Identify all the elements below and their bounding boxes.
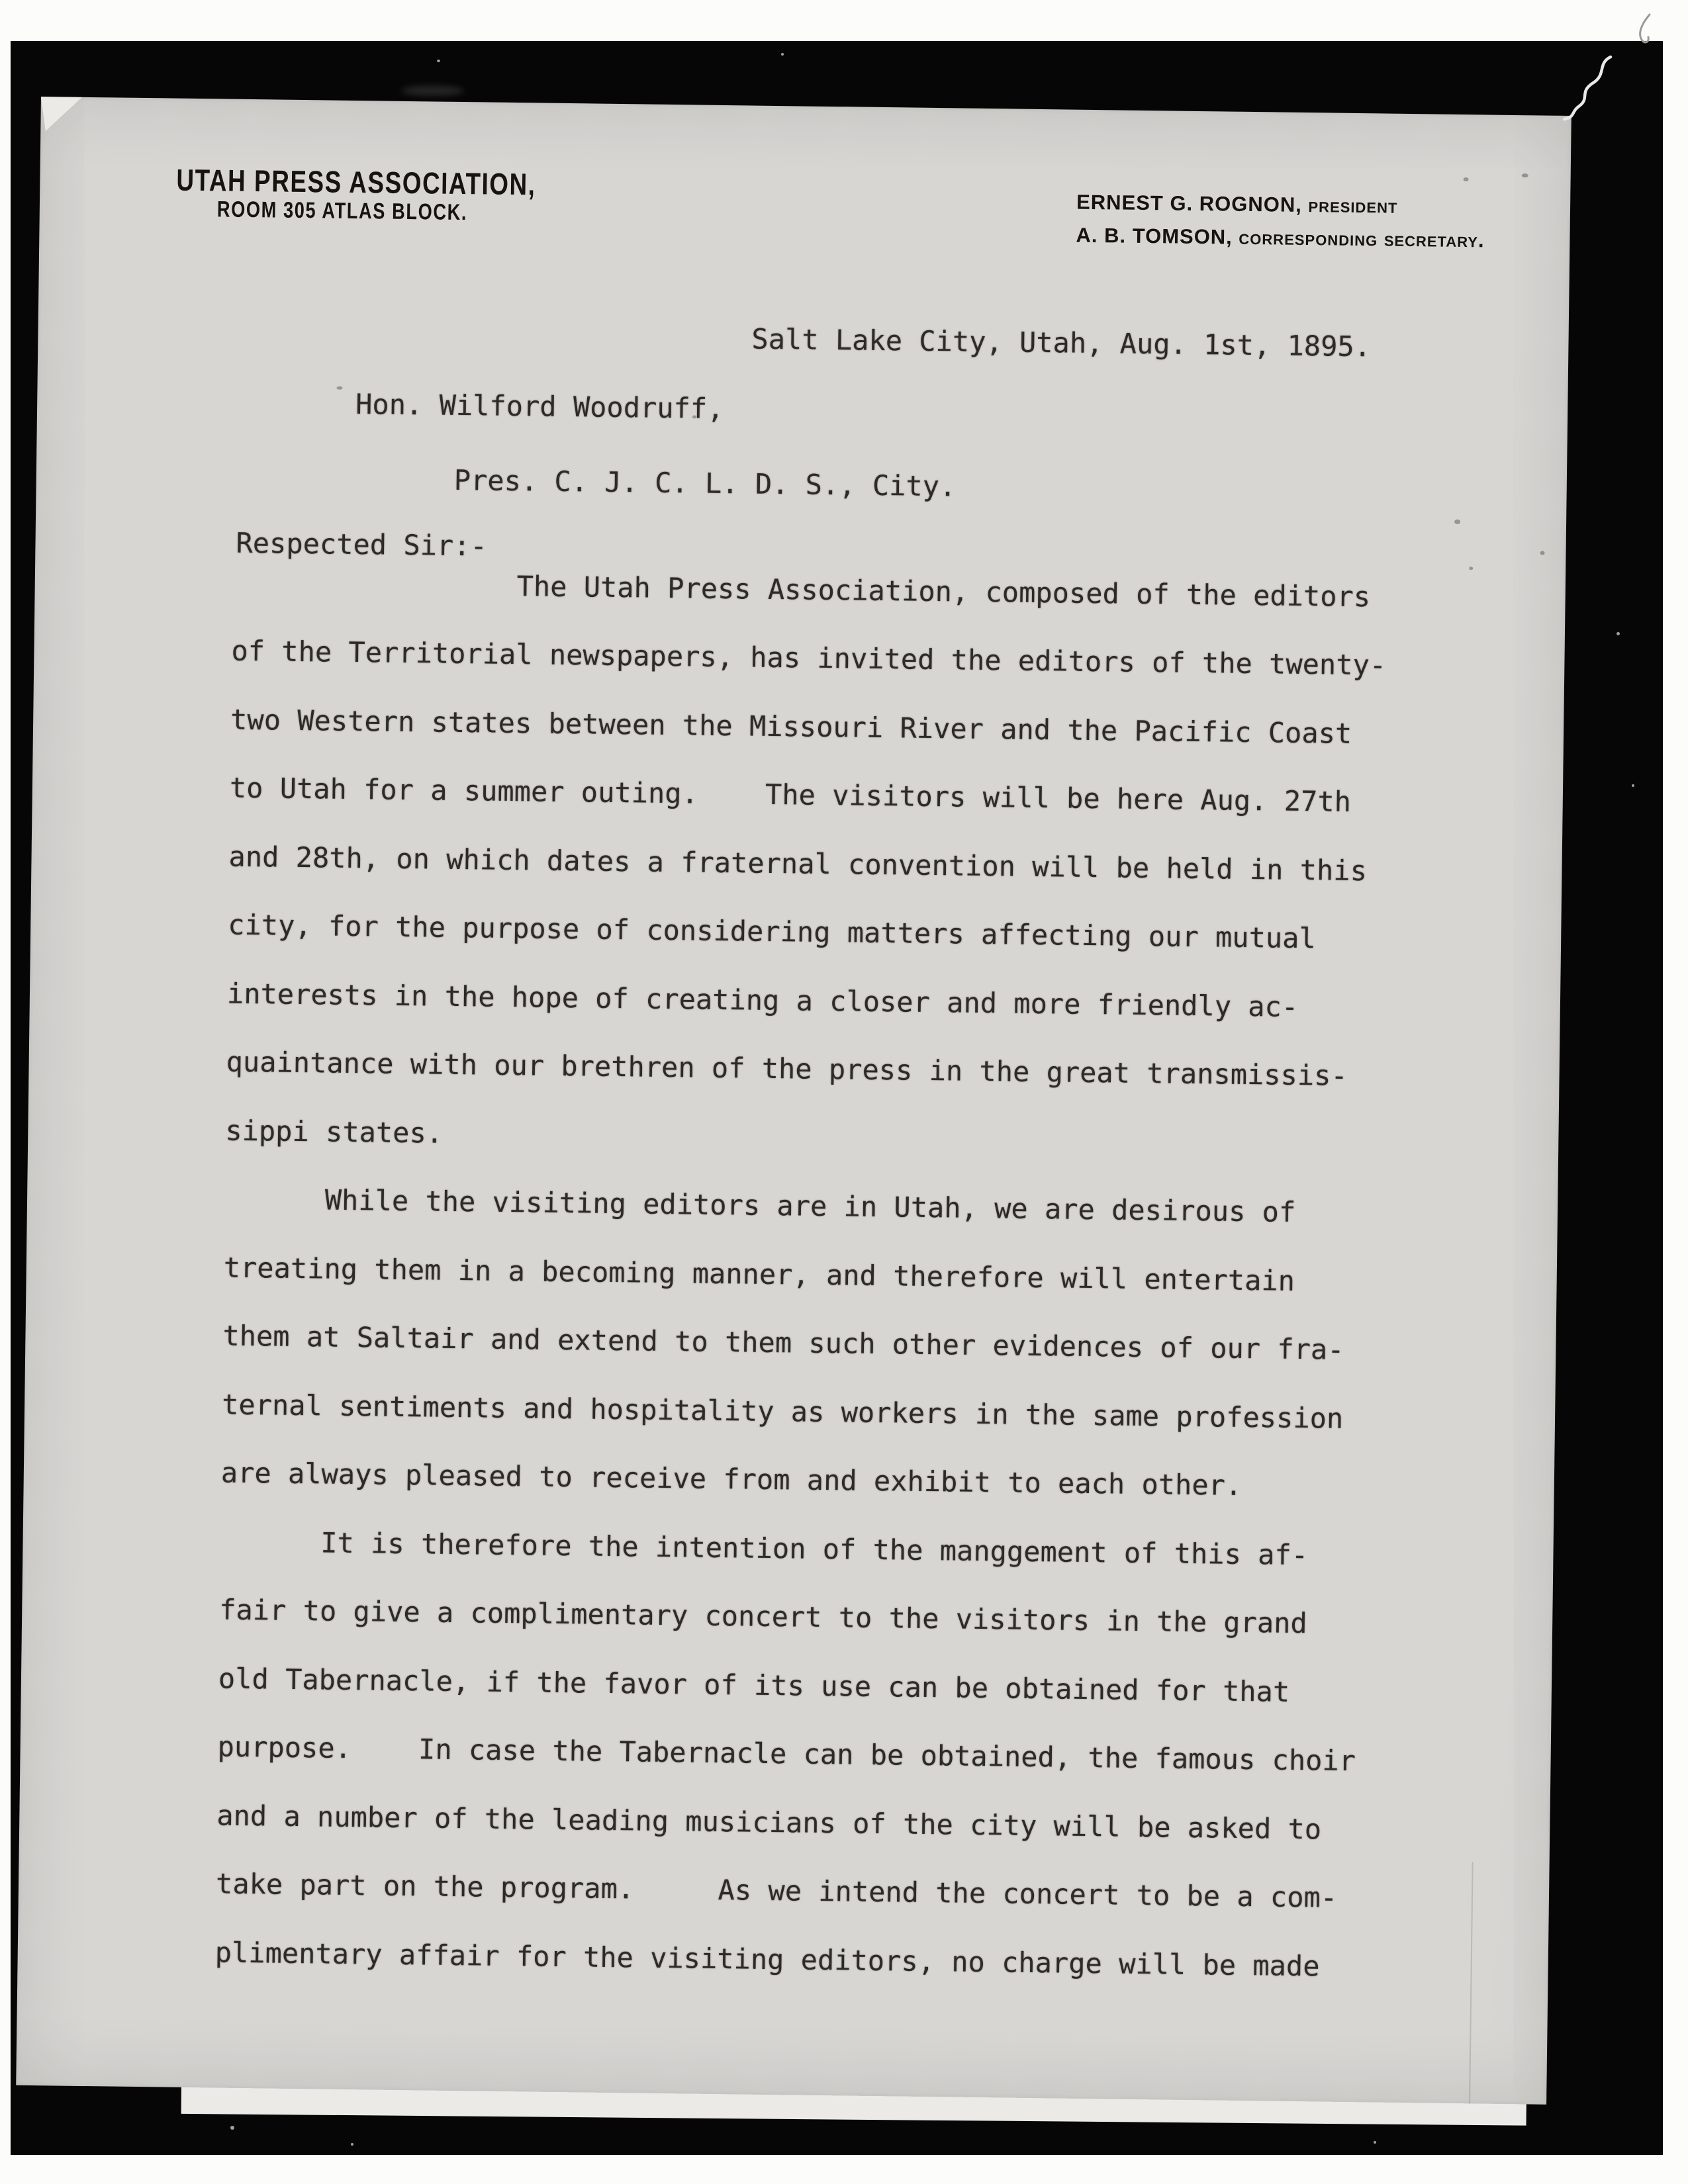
typed-line: interests in the hope of creating a closer and more friendly ac- (226, 977, 1299, 1023)
scan-speck (1374, 2141, 1376, 2144)
recipient-title: Pres. C. J. C. L. D. S., City. (453, 463, 957, 503)
letterhead-org-name: UTAH PRESS ASSOCIATION, (176, 162, 536, 202)
typed-line: and a number of the leading musicians of the city will be asked to (216, 1799, 1322, 1846)
typed-line: take part on the program. As we intend the concert to be a com- (215, 1867, 1338, 1914)
dateline: Salt Lake City, Utah, Aug. 1st, 1895. (751, 322, 1372, 363)
scan-speck (1617, 632, 1620, 635)
letterhead-officer-secretary (1076, 224, 1485, 253)
dust-speck (1469, 567, 1473, 570)
scan-speck (86, 1737, 89, 1740)
letterhead-org-address: ROOM 305 ATLAS BLOCK. (216, 197, 468, 226)
typed-line: and 28th, on which dates a fraternal convention will be held in this (228, 840, 1368, 887)
typed-line: old Tabernacle, if the favor of its use can be obtained for that (218, 1662, 1290, 1708)
dust-speck (1454, 520, 1460, 524)
typed-line: It is therefore the intention of the manggement of this af- (220, 1525, 1309, 1572)
typed-line: fair to give a complimentary concert to the visitors in the grand (218, 1593, 1308, 1640)
officer-name: ERNEST G. ROGNON, (1076, 190, 1309, 217)
typed-line: city, for the purpose of considering matters affecting our mutual (227, 908, 1317, 955)
salutation: Respected Sir:- (236, 526, 488, 563)
dust-speck (1522, 173, 1528, 177)
paper-corner-fold (40, 97, 82, 132)
pencil-mark-icon (1615, 11, 1662, 50)
recipient-name: Hon. Wilford Woodruff, (355, 388, 724, 425)
officer-title: president (1308, 193, 1398, 218)
dust-speck (692, 415, 696, 418)
dust-speck (1540, 551, 1544, 555)
officer-title: corresponding secretary. (1239, 225, 1485, 252)
scan-speck (781, 53, 784, 56)
typed-line: While the visiting editors are in Utah, we are desirous of (224, 1182, 1296, 1228)
scan-speck (1632, 784, 1634, 787)
typed-line: quaintance with our brethren of the press in the great transmissis- (226, 1045, 1348, 1092)
typed-line: purpose. In case the Tabernacle can be obtained, the famous choir (217, 1730, 1356, 1778)
paper-crease-line (1469, 1862, 1474, 2103)
typed-line: ternal sentiments and hospitality as workers in the same profession (221, 1388, 1344, 1435)
typed-line: are always pleased to receive from and exhibit to each other. (220, 1456, 1243, 1502)
typed-line: them at Saltair and extend to them such other evidences of our fra- (222, 1319, 1344, 1366)
scan-speck (70, 1161, 72, 1165)
thread-artifact-icon (1559, 52, 1620, 124)
dust-speck (1464, 177, 1469, 181)
letter-sheet (16, 97, 1571, 2105)
dust-speck (336, 387, 342, 390)
scan-smudge (401, 86, 464, 95)
scan-speck (230, 2126, 234, 2130)
typed-line: sippi states. (225, 1114, 444, 1150)
typed-line: to Utah for a summer outing. The visitors will be here Aug. 27th (229, 771, 1352, 818)
typed-line: treating them in a becoming manner, and therefore will entertain (223, 1251, 1295, 1297)
typed-line: plimentary affair for the visiting editors, no charge will be made (214, 1936, 1320, 1983)
typed-line: The Utah Press Association, composed of the editors (232, 566, 1371, 614)
typed-line: two Western states between the Missouri River and the Pacific Coast (230, 703, 1352, 750)
letterhead-officer-president (1076, 191, 1398, 218)
scan-speck (351, 2143, 353, 2146)
officer-name: A. B. TOMSON, (1076, 223, 1239, 249)
scan-speck (437, 60, 440, 62)
typed-line: of the Territorial newspapers, has invited the editors of the twenty- (231, 634, 1387, 682)
